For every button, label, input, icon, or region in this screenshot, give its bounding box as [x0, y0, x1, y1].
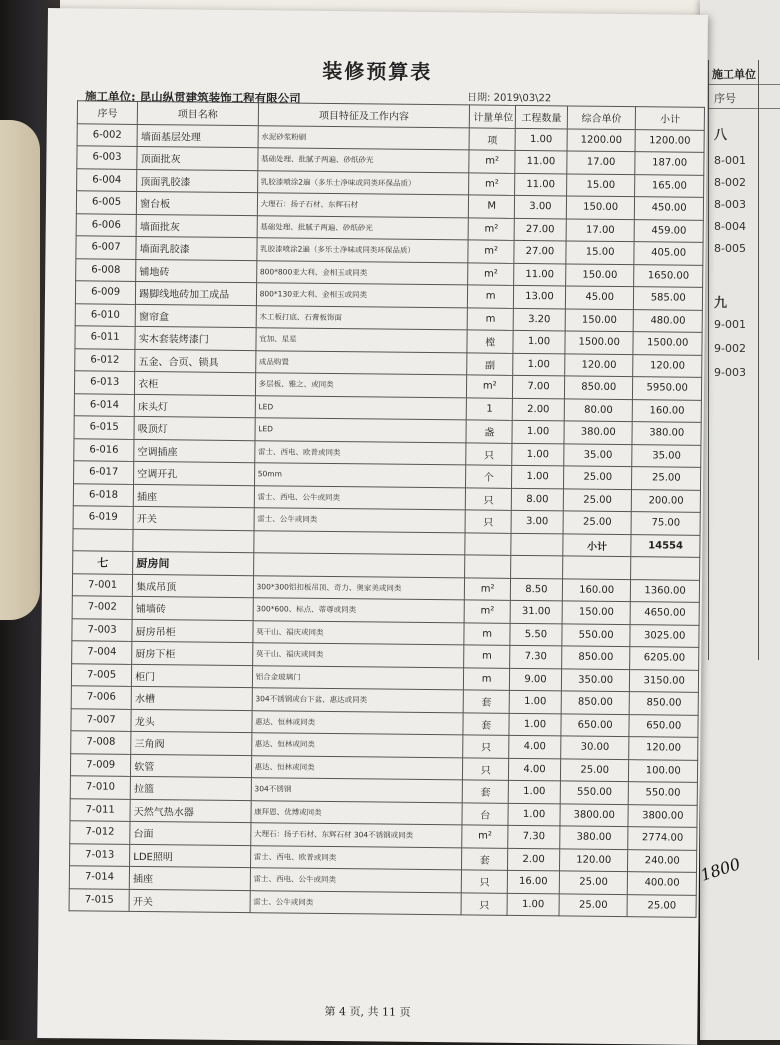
- header-name: 项目名称: [137, 101, 258, 125]
- item-name: 空调开孔: [134, 461, 255, 485]
- item-name: 衣柜: [135, 371, 256, 395]
- item-unit-price: 15.00: [566, 173, 635, 196]
- item-description: 300*600、标点、蒂尊或同类: [253, 598, 465, 623]
- item-unit-price: 25.00: [560, 758, 629, 781]
- item-description: 基础处理、批腻子两遍、砂纸砂光: [257, 148, 469, 173]
- cell-empty: [73, 528, 133, 551]
- item-quantity: 4.00: [509, 735, 561, 758]
- item-subtotal: 25.00: [627, 894, 696, 917]
- item-unit-price: 17.00: [567, 151, 636, 174]
- item-unit: m²: [468, 262, 514, 285]
- item-unit: m: [468, 285, 514, 308]
- item-code: 7-009: [70, 753, 130, 776]
- cell-empty: [465, 532, 511, 555]
- item-unit-price: 30.00: [561, 736, 630, 759]
- item-name: 顶面乳胶漆: [137, 169, 258, 193]
- item-unit: m: [464, 645, 510, 668]
- item-name: 顶面批灰: [137, 146, 258, 170]
- item-unit: 台: [462, 802, 508, 825]
- item-quantity: 16.00: [507, 870, 559, 893]
- item-unit: 1: [467, 397, 513, 420]
- budget-table: [69, 100, 705, 918]
- item-subtotal: 1650.00: [634, 264, 703, 287]
- item-subtotal: 6205.00: [630, 647, 699, 670]
- item-unit-price: 150.00: [562, 601, 631, 624]
- item-code: 7-001: [72, 573, 132, 596]
- item-quantity: 1.00: [507, 893, 559, 916]
- item-subtotal: 1360.00: [631, 579, 700, 602]
- item-unit: 项: [469, 127, 515, 150]
- item-subtotal: 35.00: [632, 444, 701, 467]
- item-code: 7-006: [71, 686, 131, 709]
- item-name: LDE照明: [130, 844, 251, 868]
- cell-empty: [133, 529, 254, 553]
- item-description: 雷士、公牛或同类: [254, 508, 466, 533]
- item-subtotal: 120.00: [633, 354, 702, 377]
- item-code: 6-018: [73, 483, 133, 506]
- item-subtotal: 480.00: [634, 309, 703, 332]
- item-unit: m: [464, 667, 510, 690]
- item-quantity: 1.00: [509, 690, 561, 713]
- item-unit: 套: [463, 780, 509, 803]
- item-unit-price: 120.00: [565, 353, 634, 376]
- item-quantity: 1.00: [515, 128, 567, 151]
- item-code: 7-008: [71, 731, 131, 754]
- item-unit: m²: [465, 577, 511, 600]
- item-unit-price: 25.00: [559, 871, 628, 894]
- section-number: 七: [73, 551, 133, 574]
- item-quantity: 8.50: [510, 578, 562, 601]
- item-unit-price: 35.00: [564, 443, 633, 466]
- item-subtotal: 240.00: [628, 849, 697, 872]
- item-unit: m²: [462, 825, 508, 848]
- item-unit-price: 45.00: [565, 286, 634, 309]
- item-unit: m²: [469, 172, 515, 195]
- header-qty: 工程数量: [515, 105, 567, 128]
- item-code: 7-002: [72, 596, 132, 619]
- item-description: 惠达、恒林或同类: [252, 710, 464, 735]
- item-description: 雷士、西电、欧普或同类: [250, 845, 462, 870]
- item-unit: 副: [467, 352, 513, 375]
- item-name: 墙面乳胶漆: [136, 236, 257, 260]
- cell-empty: [631, 557, 700, 580]
- item-unit-price: 850.00: [562, 646, 631, 669]
- item-name: 厨房下柜: [132, 641, 253, 665]
- item-subtotal: 380.00: [632, 422, 701, 445]
- item-name: 五金、合页、锁具: [135, 349, 256, 373]
- item-unit: 只: [466, 442, 512, 465]
- item-quantity: 27.00: [514, 218, 566, 241]
- item-description: 大理石：扬子石材、东辉石材 304不锈钢或同类: [250, 823, 462, 848]
- item-quantity: 1.00: [508, 803, 560, 826]
- item-description: 300*300铝扣板吊顶、奇力、奥家美或同类: [253, 575, 465, 600]
- item-description: 304不锈钢或台下盆、惠达或同类: [252, 688, 464, 713]
- item-quantity: 7.30: [510, 645, 562, 668]
- item-code: 7-004: [72, 641, 132, 664]
- item-quantity: 1.00: [512, 465, 564, 488]
- item-unit: m²: [468, 240, 514, 263]
- item-description: 莫干山、福庆或同类: [252, 620, 464, 645]
- item-unit-price: 25.00: [563, 466, 632, 489]
- header-subtotal: 小计: [636, 107, 705, 130]
- item-name: 集成吊顶: [133, 574, 254, 598]
- divider: [708, 60, 709, 660]
- item-code: 6-006: [76, 213, 136, 236]
- item-code: 6-015: [74, 416, 134, 439]
- item-unit: 只: [462, 870, 508, 893]
- item-name: 插座: [129, 866, 250, 890]
- item-unit-price: 80.00: [564, 398, 633, 421]
- next-page-row: 9-001: [714, 318, 746, 331]
- item-code: 6-003: [77, 146, 137, 169]
- next-page-sheet: [700, 0, 780, 1040]
- item-unit-price: 850.00: [561, 691, 630, 714]
- background-pillow: [0, 120, 40, 620]
- item-unit-price: 850.00: [564, 376, 633, 399]
- item-code: 6-013: [74, 371, 134, 394]
- item-code: 7-005: [71, 663, 131, 686]
- subtotal-value: 14554: [631, 534, 700, 557]
- item-unit: m²: [469, 150, 515, 173]
- item-unit-price: 380.00: [564, 421, 633, 444]
- item-name: 床头灯: [134, 394, 255, 418]
- next-page-section8: 八: [714, 128, 728, 143]
- item-name: 三角阀: [131, 731, 252, 755]
- item-unit-price: 550.00: [560, 781, 629, 804]
- item-unit-price: 25.00: [563, 511, 632, 534]
- item-description: 800*130亚大利、金相玉或同类: [256, 283, 468, 308]
- item-quantity: 11.00: [515, 173, 567, 196]
- item-code: 7-011: [70, 798, 130, 821]
- item-unit: m²: [467, 375, 513, 398]
- item-quantity: 3.20: [513, 308, 565, 331]
- header-code: 序号: [77, 101, 137, 124]
- item-unit: m: [468, 307, 514, 330]
- item-quantity: 27.00: [514, 240, 566, 263]
- item-code: 6-007: [76, 236, 136, 259]
- cell-empty: [465, 555, 511, 578]
- item-subtotal: 1200.00: [635, 129, 704, 152]
- item-description: 惠达、恒林或同类: [251, 733, 463, 758]
- item-unit-price: 160.00: [562, 578, 631, 601]
- item-name: 铺墙砖: [132, 596, 253, 620]
- item-subtotal: 3025.00: [630, 624, 699, 647]
- cell-empty: [511, 555, 563, 578]
- item-code: 7-012: [70, 821, 130, 844]
- item-quantity: 7.00: [512, 375, 564, 398]
- item-name: 柜门: [132, 664, 253, 688]
- item-unit-price: 150.00: [566, 263, 635, 286]
- item-name: 厨房吊柜: [132, 619, 253, 643]
- next-page-row: 8-004: [714, 220, 746, 233]
- item-code: 7-010: [70, 776, 130, 799]
- item-code: 6-008: [76, 258, 136, 281]
- item-unit: m: [464, 622, 510, 645]
- item-subtotal: 100.00: [629, 759, 698, 782]
- cell-empty: [511, 533, 563, 556]
- next-page-section9: 九: [714, 296, 728, 311]
- section-name: 厨房间: [133, 551, 254, 575]
- item-unit: 樘: [467, 330, 513, 353]
- item-quantity: 1.00: [512, 443, 564, 466]
- page-title: 装修预算表: [322, 58, 433, 85]
- item-name: 窗台板: [137, 191, 258, 215]
- item-quantity: 11.00: [514, 263, 566, 286]
- item-subtotal: 585.00: [634, 287, 703, 310]
- item-name: 天然气热水器: [130, 799, 251, 823]
- next-page-row: 9-002: [714, 342, 746, 355]
- item-quantity: 7.30: [508, 825, 560, 848]
- item-name: 窗帘盒: [135, 304, 256, 328]
- item-subtotal: 850.00: [630, 692, 699, 715]
- item-description: LED: [255, 418, 467, 443]
- item-quantity: 1.00: [509, 713, 561, 736]
- header-price: 综合单价: [567, 106, 636, 129]
- item-quantity: 9.00: [509, 668, 561, 691]
- item-subtotal: 120.00: [629, 737, 698, 760]
- item-unit: 个: [466, 465, 512, 488]
- company-name: 施工单位: 昆山纵贯建筑装饰工程有限公司: [85, 89, 301, 106]
- item-name: 拉篮: [130, 776, 251, 800]
- item-code: 6-002: [77, 123, 137, 146]
- item-subtotal: 3800.00: [628, 804, 697, 827]
- item-quantity: 5.50: [510, 623, 562, 646]
- item-code: 6-017: [74, 461, 134, 484]
- item-description: 宜加、星星: [256, 328, 468, 353]
- item-description: 莫干山、福庆或同类: [252, 643, 464, 668]
- item-code: 7-015: [69, 888, 129, 911]
- item-description: 水泥砂浆粉刷: [258, 125, 470, 150]
- item-description: 乳胶漆喷涂2遍（多乐士净味或同类环保品质）: [256, 238, 468, 263]
- cell-empty: [562, 556, 631, 579]
- item-unit: 只: [465, 510, 511, 533]
- item-subtotal: 650.00: [629, 714, 698, 737]
- date-label: 日期: 2019\03\22: [467, 92, 552, 105]
- item-description: 304不锈钢: [251, 778, 463, 803]
- item-name: 空调插座: [134, 439, 255, 463]
- item-code: 6-009: [75, 281, 135, 304]
- item-code: 6-012: [75, 348, 135, 371]
- item-quantity: 3.00: [514, 195, 566, 218]
- divider: [758, 60, 759, 660]
- item-description: 成品购置: [255, 350, 467, 375]
- item-name: 铺地砖: [136, 259, 257, 283]
- cell-empty: [253, 553, 465, 578]
- item-quantity: 13.00: [513, 285, 565, 308]
- item-description: 50mm: [254, 463, 466, 488]
- next-page-row: 8-002: [714, 176, 746, 189]
- item-unit: 套: [462, 847, 508, 870]
- item-unit: 只: [466, 487, 512, 510]
- item-unit: m²: [468, 217, 514, 240]
- item-subtotal: 400.00: [628, 872, 697, 895]
- next-page-row: 8-003: [714, 198, 746, 211]
- item-unit-price: 15.00: [566, 241, 635, 264]
- item-name: 插座: [133, 484, 254, 508]
- item-code: 7-014: [69, 866, 129, 889]
- item-name: 实木套装烤漆门: [135, 326, 256, 350]
- item-name: 墙面批灰: [136, 214, 257, 238]
- item-code: 6-010: [75, 303, 135, 326]
- item-quantity: 1.00: [512, 420, 564, 443]
- item-unit-price: 1500.00: [565, 331, 634, 354]
- item-name: 软管: [131, 754, 252, 778]
- item-name: 开关: [129, 889, 250, 913]
- item-subtotal: 200.00: [632, 489, 701, 512]
- item-name: 水槽: [131, 686, 252, 710]
- item-quantity: 2.00: [512, 398, 564, 421]
- item-unit-price: 150.00: [565, 308, 634, 331]
- item-unit-price: 550.00: [562, 623, 631, 646]
- item-description: 木工板打底、石膏板饰面: [256, 305, 468, 330]
- item-description: LED: [255, 395, 467, 420]
- next-page-header: 序号: [714, 92, 736, 105]
- item-subtotal: 75.00: [631, 512, 700, 535]
- item-subtotal: 4650.00: [631, 602, 700, 625]
- item-code: 6-011: [75, 326, 135, 349]
- item-subtotal: 25.00: [632, 467, 701, 490]
- item-code: 6-019: [73, 506, 133, 529]
- item-subtotal: 160.00: [633, 399, 702, 422]
- item-description: 800*800亚大利、金相玉或同类: [256, 260, 468, 285]
- item-code: 6-016: [74, 438, 134, 461]
- item-name: 吸顶灯: [134, 416, 255, 440]
- item-unit-price: 650.00: [561, 713, 630, 736]
- item-name: 踢脚线地砖加工成品: [136, 281, 257, 305]
- item-code: 7-013: [70, 843, 130, 866]
- item-code: 6-004: [77, 168, 137, 191]
- item-unit-price: 150.00: [566, 196, 635, 219]
- item-unit: 只: [461, 892, 507, 915]
- item-unit: 盏: [466, 420, 512, 443]
- page-footer: 第 4 页, 共 11 页: [324, 1004, 411, 1019]
- item-code: 7-007: [71, 708, 131, 731]
- item-description: 铝合金玻璃门: [252, 665, 464, 690]
- item-unit-price: 380.00: [560, 826, 629, 849]
- header-desc: 项目特征及工作内容: [258, 103, 470, 128]
- divider: [708, 108, 780, 109]
- item-unit: M: [469, 195, 515, 218]
- item-quantity: 1.00: [513, 330, 565, 353]
- item-subtotal: 405.00: [634, 242, 703, 265]
- cell-empty: [253, 530, 465, 555]
- next-page-row: 8-005: [714, 242, 746, 255]
- next-page-row: 9-003: [714, 366, 746, 379]
- item-subtotal: 165.00: [635, 174, 704, 197]
- item-unit-price: 3800.00: [560, 803, 629, 826]
- item-description: 多层板、雅之、或同类: [255, 373, 467, 398]
- item-subtotal: 1500.00: [633, 332, 702, 355]
- item-description: 雷士、公牛或同类: [250, 890, 462, 915]
- item-quantity: 2.00: [508, 848, 560, 871]
- item-name: 台面: [130, 821, 251, 845]
- item-unit: 套: [463, 712, 509, 735]
- item-unit-price: 25.00: [563, 488, 632, 511]
- item-unit-price: 350.00: [561, 668, 630, 691]
- item-quantity: 4.00: [508, 758, 560, 781]
- item-name: 开关: [133, 506, 254, 530]
- item-description: 雷士、西电、欧普或同类: [254, 440, 466, 465]
- item-name: 龙头: [131, 709, 252, 733]
- item-unit-price: 1200.00: [567, 128, 636, 151]
- budget-page: [37, 8, 708, 1045]
- divider: [708, 84, 780, 85]
- item-description: 乳胶漆喷涂2遍（多乐士净味或同类环保品质）: [257, 170, 469, 195]
- item-unit: 只: [463, 735, 509, 758]
- item-subtotal: 450.00: [635, 197, 704, 220]
- item-unit: m²: [464, 600, 510, 623]
- handwritten-note: 1800: [698, 854, 743, 885]
- item-code: 6-005: [76, 191, 136, 214]
- item-unit: 只: [463, 757, 509, 780]
- item-subtotal: 3150.00: [630, 669, 699, 692]
- item-description: 康拜恩、优博或同类: [251, 800, 463, 825]
- next-page-company: 施工单位: [712, 68, 756, 81]
- item-quantity: 11.00: [515, 150, 567, 173]
- item-quantity: 1.00: [513, 353, 565, 376]
- item-unit: 套: [464, 690, 510, 713]
- item-code: 6-014: [74, 393, 134, 416]
- item-unit-price: 17.00: [566, 218, 635, 241]
- item-description: 惠达、恒林或同类: [251, 755, 463, 780]
- item-description: 雷士、西电、公牛或同类: [250, 868, 462, 893]
- item-quantity: 31.00: [510, 600, 562, 623]
- item-quantity: 1.00: [508, 780, 560, 803]
- item-description: 基础处理、批腻子两遍、砂纸砂光: [257, 215, 469, 240]
- item-description: 雷士、西电、公牛或同类: [254, 485, 466, 510]
- item-quantity: 8.00: [511, 488, 563, 511]
- item-subtotal: 459.00: [635, 219, 704, 242]
- item-code: 7-003: [72, 618, 132, 641]
- item-unit-price: 25.00: [559, 893, 628, 916]
- item-subtotal: 5950.00: [633, 377, 702, 400]
- subtotal-label: 小计: [563, 533, 632, 556]
- item-description: 大理石：扬子石材、东辉石材: [257, 193, 469, 218]
- item-unit-price: 120.00: [559, 848, 628, 871]
- item-subtotal: 2774.00: [628, 827, 697, 850]
- item-subtotal: 550.00: [629, 782, 698, 805]
- item-name: 墙面基层处理: [137, 124, 258, 148]
- next-page-row: 8-001: [714, 154, 746, 167]
- item-subtotal: 187.00: [635, 152, 704, 175]
- item-quantity: 3.00: [511, 510, 563, 533]
- header-unit: 计量单位: [470, 105, 516, 128]
